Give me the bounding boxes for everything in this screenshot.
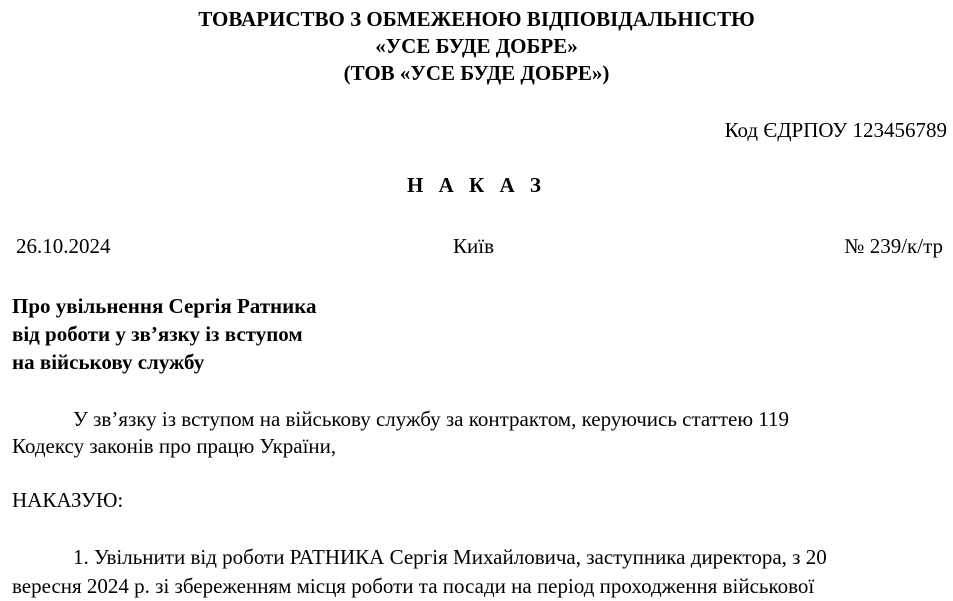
preamble-line: У зв’язку із вступом на військову службу за контрактом, керуючись статтею 119: [73, 407, 790, 431]
company-short-name: «УСЕ БУДЕ ДОБРЕ»: [375, 34, 578, 58]
edrpou-code: Код ЄДРПОУ 123456789: [724, 118, 947, 142]
order-item-line: 1. Увільнити від роботи РАТНИКА Сергія Михайловича, заступника директора, з 20: [73, 545, 827, 569]
subject-line: від роботи у зв’язку із вступом: [12, 322, 303, 346]
preamble-line: Кодексу законів про працю України,: [12, 434, 337, 458]
order-keyword: НАКАЗУЮ:: [12, 488, 124, 512]
company-header: [0, 6, 953, 87]
company-abbreviation: (ТОВ «УСЕ БУДЕ ДОБРЕ»): [343, 61, 610, 85]
subject-line: на військову службу: [12, 350, 205, 374]
order-item-1: [12, 543, 942, 601]
document-title: Н А К А З: [407, 173, 546, 197]
preamble-paragraph: [12, 406, 942, 460]
order-item-line: вересня 2024 р. зі збереженням місця роботи та посади на період проходження військової: [12, 574, 815, 598]
document-meta-row: [16, 234, 943, 262]
document-number: № 239/к/тр: [844, 234, 943, 258]
order-subject: [12, 292, 317, 376]
document-date: 26.10.2024: [16, 234, 111, 258]
company-name-line: ТОВАРИСТВО З ОБМЕЖЕНОЮ ВІДПОВІДАЛЬНІСТЮ: [198, 7, 755, 31]
document-city: Київ: [453, 234, 494, 258]
subject-line: Про увільнення Сергія Ратника: [12, 294, 317, 318]
